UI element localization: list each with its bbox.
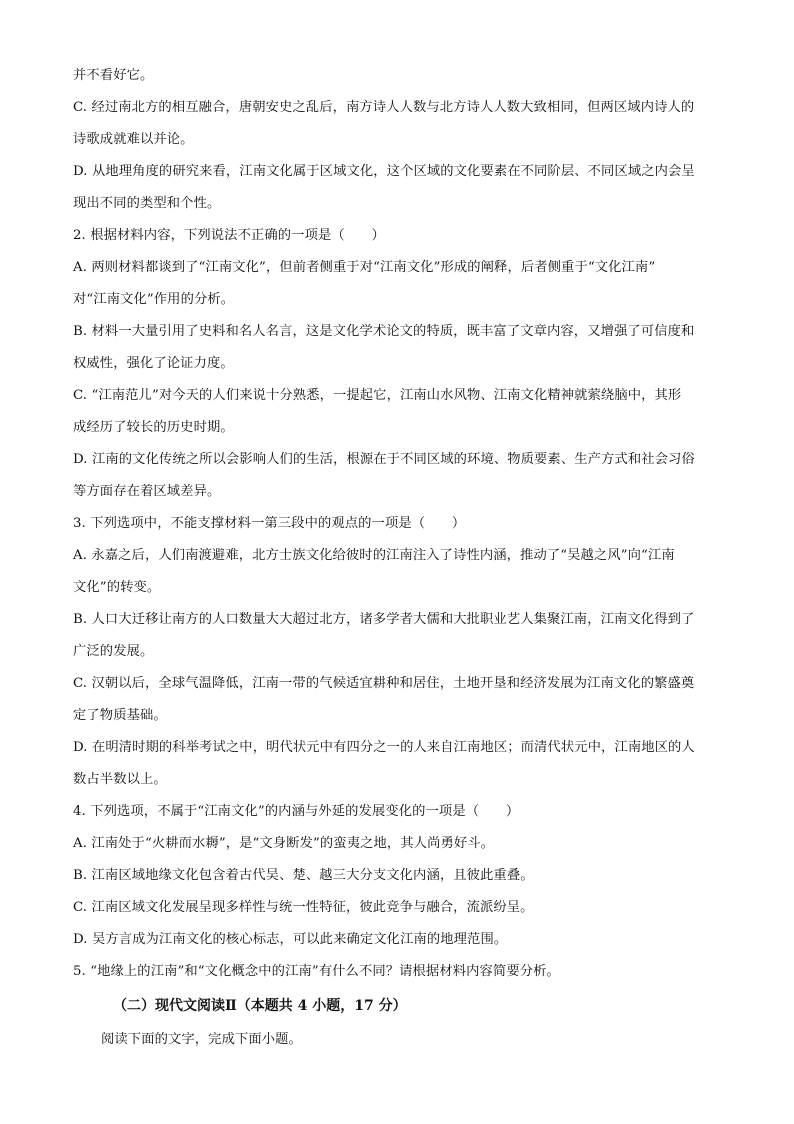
section-heading: （二）现代文阅读Ⅱ（本题共 4 小题，17 分） [113,998,407,1014]
option-d-line: D. 在明清时期的科举考试之中，明代状元中有四分之一的人来自江南地区；而清代状元中，江南地区的人 [73,740,695,755]
question-4: 4. 下列选项，不属于“江南文化”的内涵与外延的发展变化的一项是（ ） [73,804,520,819]
text-line: 定了物质基础。 [73,708,167,723]
text-line: 对“江南文化”作用的分析。 [73,292,235,307]
option-b-line: B. 材料一大量引用了史料和名人名言，这是文化学术论文的特质，既丰富了文章内容，又增强了可信度和 [73,324,695,339]
option-a-line: A. 江南处于“火耕而水耨”，是“文身断发”的蛮夷之地，其人尚勇好斗。 [73,836,495,851]
option-b-line: B. 人口大迁移让南方的人口数量大大超过北方，诸多学者大儒和大批职业艺人集聚江南，江南文化得到了 [73,612,695,627]
reading-instruction: 阅读下面的文字，完成下面小题。 [101,1032,302,1047]
text-line: 广泛的发展。 [73,644,154,659]
option-d-line: D. 吴方言成为江南文化的核心标志，可以此来确定文化江南的地理范围。 [73,932,508,947]
option-d-line: D. 从地理角度的研究来看，江南文化属于区域文化，这个区域的文化要素在不同阶层、不同区域之内会呈 [73,164,695,179]
option-c-line: C. “江南范儿”对今天的人们来说十分熟悉，一提起它，江南山水风物、江南文化精神就萦绕脑中，其形 [73,388,682,403]
text-line: 数占半数以上。 [73,772,167,787]
text-line: 并不看好它。 [73,68,154,83]
text-line: 诗歌成就难以并论。 [73,132,194,147]
text-line: 成经历了较长的历史时期。 [73,420,234,435]
question-5: 5. “地缘上的江南”和“文化概念中的江南”有什么不同？请根据材料内容简要分析。 [73,964,560,979]
question-3: 3. 下列选项中，不能支撑材料一第三段中的观点的一项是（ ） [73,516,466,531]
option-a-line: A. 两则材料都谈到了“江南文化”，但前者侧重于对“江南文化”形成的阐释，后者侧重于“文化江南” [73,260,656,275]
option-a-line: A. 永嘉之后，人们南渡避难，北方士族文化给彼时的江南注入了诗性内涵，推动了“吴越之风”向“江南 [73,548,675,563]
option-c-line: C. 江南区域文化发展呈现多样性与统一性特征，彼此竞争与融合，流派纷呈。 [73,900,534,915]
option-c-line: C. 经过南北方的相互融合，唐朝安史之乱后，南方诗人人数与北方诗人人数大致相同，但两区域内诗人的 [73,100,695,115]
option-b-line: B. 江南区域地缘文化包含着古代吴、楚、越三大分支文化内涵，且彼此重叠。 [73,868,534,883]
text-line: 权威性，强化了论证力度。 [73,356,234,371]
option-c-line: C. 汉朝以后，全球气温降低，江南一带的气候适宜耕种和居住，土地开垦和经济发展为江南文化的繁盛奠 [73,676,695,691]
text-line: 文化”的转变。 [73,580,161,595]
option-d-line: D. 江南的文化传统之所以会影响人们的生活，根源在于不同区域的环境、物质要素、生产方式和社会习俗 [73,452,695,467]
text-line: 现出不同的类型和个性。 [73,196,221,211]
question-2: 2. 根据材料内容，下列说法不正确的一项是（ ） [73,228,385,243]
text-line: 等方面存在着区域差异。 [73,484,221,499]
